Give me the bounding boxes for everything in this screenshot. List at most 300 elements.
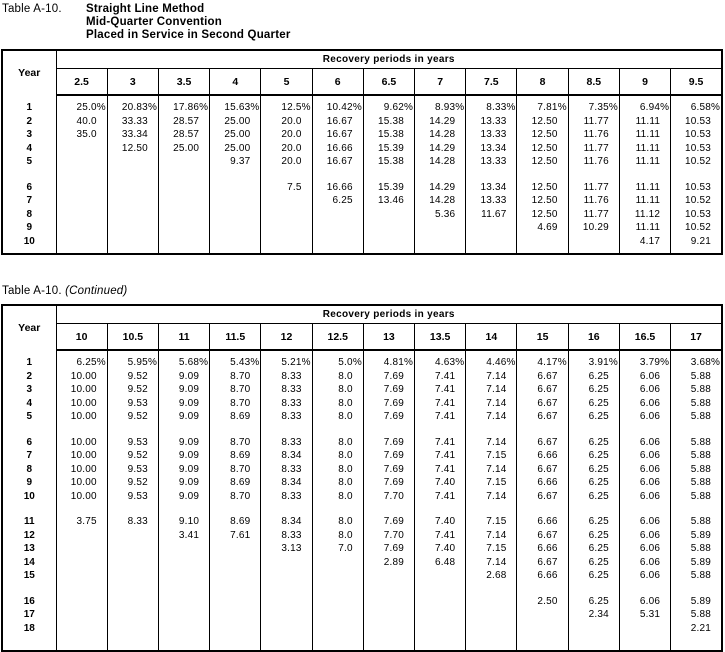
recovery-period-column-header: 11 bbox=[158, 324, 209, 351]
year-cell bbox=[2, 169, 56, 181]
rate-cell: 6.06 bbox=[619, 397, 670, 411]
rate-cell bbox=[107, 221, 158, 235]
recovery-periods-header: Recovery periods in years bbox=[56, 305, 722, 324]
rate-cell bbox=[363, 608, 414, 622]
rate-cell: 8.70 bbox=[210, 370, 261, 384]
rate-cell bbox=[671, 248, 722, 254]
rate-cell bbox=[210, 503, 261, 515]
rate-cell: 5.88 bbox=[671, 542, 722, 556]
rate-cell: 14.29 bbox=[415, 142, 466, 156]
table-row bbox=[2, 515, 722, 529]
year-cell bbox=[2, 424, 56, 436]
rate-cell: 4.69 bbox=[517, 221, 568, 235]
rate-cell: 15.39 bbox=[363, 142, 414, 156]
rate-cell bbox=[56, 595, 107, 609]
rate-cell: 8.69 bbox=[210, 476, 261, 490]
rate-cell: 8.33 bbox=[261, 397, 312, 411]
year-cell: 18 bbox=[2, 622, 56, 636]
table-row bbox=[2, 476, 722, 490]
rate-cell: 5.88 bbox=[671, 608, 722, 622]
year-column-header: Year bbox=[2, 50, 56, 95]
rate-cell: 17.86% bbox=[158, 95, 209, 115]
rate-cell bbox=[210, 622, 261, 636]
rate-cell: 9.52 bbox=[107, 383, 158, 397]
rate-cell: 6.06 bbox=[619, 410, 670, 424]
rate-cell: 15.38 bbox=[363, 115, 414, 129]
rate-cell: 12.50 bbox=[517, 115, 568, 129]
rate-cell bbox=[261, 424, 312, 436]
year-cell: 8 bbox=[2, 208, 56, 222]
rate-cell: 8.70 bbox=[210, 383, 261, 397]
rate-cell bbox=[210, 235, 261, 249]
rate-cell bbox=[568, 424, 619, 436]
header-row-group bbox=[2, 305, 722, 324]
rate-cell bbox=[517, 503, 568, 515]
rate-cell bbox=[517, 235, 568, 249]
rate-cell bbox=[56, 208, 107, 222]
rate-cell bbox=[107, 208, 158, 222]
rate-cell bbox=[107, 503, 158, 515]
rate-cell bbox=[312, 169, 363, 181]
header-row-columns bbox=[2, 69, 722, 96]
rate-cell: 6.06 bbox=[619, 370, 670, 384]
rate-cell bbox=[56, 142, 107, 156]
recovery-period-column-header: 13.5 bbox=[415, 324, 466, 351]
table-row bbox=[2, 155, 722, 169]
recovery-period-column-header: 6.5 bbox=[363, 69, 414, 96]
recovery-period-column-header: 11.5 bbox=[210, 324, 261, 351]
table-row bbox=[2, 142, 722, 156]
rate-cell: 11.76 bbox=[568, 128, 619, 142]
rate-cell: 28.57 bbox=[158, 115, 209, 129]
rate-cell bbox=[158, 569, 209, 583]
rate-cell: 11.11 bbox=[619, 128, 670, 142]
rate-cell: 6.67 bbox=[517, 529, 568, 543]
rate-cell: 7.14 bbox=[466, 490, 517, 504]
rate-cell: 7.15 bbox=[466, 515, 517, 529]
rate-cell: 8.33 bbox=[261, 436, 312, 450]
year-cell: 2 bbox=[2, 370, 56, 384]
rate-cell: 33.33 bbox=[107, 115, 158, 129]
table-row bbox=[2, 436, 722, 450]
rate-cell bbox=[56, 635, 107, 651]
group-gap-row bbox=[2, 503, 722, 515]
rate-cell: 16.67 bbox=[312, 115, 363, 129]
rate-cell: 13.33 bbox=[466, 128, 517, 142]
rate-cell bbox=[415, 583, 466, 595]
rate-cell: 10.53 bbox=[671, 181, 722, 195]
table-row bbox=[2, 350, 722, 370]
rate-cell bbox=[56, 169, 107, 181]
rate-cell bbox=[261, 622, 312, 636]
rate-cell bbox=[56, 622, 107, 636]
recovery-period-column-header: 4 bbox=[210, 69, 261, 96]
rate-cell: 7.14 bbox=[466, 383, 517, 397]
rate-cell: 8.69 bbox=[210, 449, 261, 463]
rate-cell: 10.00 bbox=[56, 476, 107, 490]
table-row bbox=[2, 569, 722, 583]
rate-cell bbox=[158, 542, 209, 556]
rate-cell bbox=[363, 635, 414, 651]
rate-cell: 6.25 bbox=[312, 194, 363, 208]
year-cell: 10 bbox=[2, 490, 56, 504]
rate-cell bbox=[619, 424, 670, 436]
rate-cell: 25.0% bbox=[56, 95, 107, 115]
rate-cell bbox=[568, 622, 619, 636]
rate-cell: 5.43% bbox=[210, 350, 261, 370]
rate-cell bbox=[619, 169, 670, 181]
rate-cell: 5.88 bbox=[671, 490, 722, 504]
rate-cell bbox=[363, 622, 414, 636]
rate-cell bbox=[56, 556, 107, 570]
rate-cell: 14.28 bbox=[415, 194, 466, 208]
rate-cell: 8.0 bbox=[312, 436, 363, 450]
year-cell: 6 bbox=[2, 181, 56, 195]
rate-cell bbox=[210, 595, 261, 609]
rate-cell bbox=[56, 608, 107, 622]
rate-cell: 35.0 bbox=[56, 128, 107, 142]
rate-cell: 8.70 bbox=[210, 436, 261, 450]
group-gap-row bbox=[2, 169, 722, 181]
rate-cell bbox=[312, 595, 363, 609]
rate-cell: 12.50 bbox=[517, 181, 568, 195]
rate-cell: 2.34 bbox=[568, 608, 619, 622]
rate-cell: 6.66 bbox=[517, 569, 568, 583]
rate-cell: 7.14 bbox=[466, 410, 517, 424]
rate-cell bbox=[466, 583, 517, 595]
rate-cell bbox=[107, 583, 158, 595]
rate-cell: 6.67 bbox=[517, 490, 568, 504]
rate-cell bbox=[210, 583, 261, 595]
recovery-period-column-header: 9.5 bbox=[671, 69, 722, 96]
rate-cell bbox=[210, 569, 261, 583]
year-cell: 14 bbox=[2, 556, 56, 570]
rate-cell: 11.77 bbox=[568, 208, 619, 222]
year-cell bbox=[2, 635, 56, 651]
rate-cell bbox=[158, 181, 209, 195]
rate-cell: 7.69 bbox=[363, 370, 414, 384]
recovery-period-column-header: 7 bbox=[415, 69, 466, 96]
rate-cell: 6.25 bbox=[568, 397, 619, 411]
rate-cell bbox=[671, 583, 722, 595]
rate-cell: 9.09 bbox=[158, 463, 209, 477]
rate-cell bbox=[158, 608, 209, 622]
rate-cell: 7.61 bbox=[210, 529, 261, 543]
rate-cell bbox=[415, 503, 466, 515]
rate-cell: 9.53 bbox=[107, 490, 158, 504]
rate-cell: 5.88 bbox=[671, 463, 722, 477]
rate-cell: 5.88 bbox=[671, 397, 722, 411]
rate-cell bbox=[261, 583, 312, 595]
rate-cell bbox=[107, 542, 158, 556]
rate-cell bbox=[56, 583, 107, 595]
rate-cell bbox=[619, 503, 670, 515]
rate-cell: 15.39 bbox=[363, 181, 414, 195]
rate-cell bbox=[466, 595, 517, 609]
rate-cell: 8.70 bbox=[210, 463, 261, 477]
rate-cell: 6.58% bbox=[671, 95, 722, 115]
group-gap-row bbox=[2, 583, 722, 595]
rate-cell bbox=[568, 248, 619, 254]
rate-cell: 8.0 bbox=[312, 370, 363, 384]
year-cell: 7 bbox=[2, 449, 56, 463]
table-row bbox=[2, 115, 722, 129]
rate-cell bbox=[671, 424, 722, 436]
year-cell: 11 bbox=[2, 515, 56, 529]
table-row bbox=[2, 208, 722, 222]
rate-cell: 10.53 bbox=[671, 142, 722, 156]
rate-cell: 6.25 bbox=[568, 595, 619, 609]
year-cell: 16 bbox=[2, 595, 56, 609]
rate-cell: 11.77 bbox=[568, 181, 619, 195]
rate-cell: 9.53 bbox=[107, 397, 158, 411]
rate-cell: 7.69 bbox=[363, 463, 414, 477]
recovery-period-column-header: 9 bbox=[619, 69, 670, 96]
table-row bbox=[2, 128, 722, 142]
rate-cell bbox=[568, 169, 619, 181]
rate-cell: 5.88 bbox=[671, 383, 722, 397]
rate-cell: 25.00 bbox=[158, 142, 209, 156]
year-cell: 6 bbox=[2, 436, 56, 450]
rate-cell: 8.69 bbox=[210, 410, 261, 424]
rate-cell: 14.29 bbox=[415, 181, 466, 195]
rate-cell bbox=[261, 169, 312, 181]
rate-cell bbox=[363, 569, 414, 583]
rate-cell: 7.41 bbox=[415, 436, 466, 450]
rate-cell bbox=[56, 248, 107, 254]
rate-cell bbox=[158, 635, 209, 651]
table-row bbox=[2, 622, 722, 636]
rate-cell: 9.09 bbox=[158, 476, 209, 490]
recovery-period-column-header: 10 bbox=[56, 324, 107, 351]
rate-cell: 6.06 bbox=[619, 436, 670, 450]
rate-cell: 5.31 bbox=[619, 608, 670, 622]
rate-cell: 13.34 bbox=[466, 142, 517, 156]
rate-cell: 5.0% bbox=[312, 350, 363, 370]
group-gap-row bbox=[2, 424, 722, 436]
rate-cell: 5.88 bbox=[671, 410, 722, 424]
rate-cell: 16.67 bbox=[312, 128, 363, 142]
rate-cell: 25.00 bbox=[210, 128, 261, 142]
rate-cell bbox=[210, 181, 261, 195]
table-row bbox=[2, 490, 722, 504]
rate-cell bbox=[312, 424, 363, 436]
rate-cell bbox=[517, 635, 568, 651]
recovery-period-column-header: 12.5 bbox=[312, 324, 363, 351]
rate-cell: 25.00 bbox=[210, 142, 261, 156]
rate-cell bbox=[517, 622, 568, 636]
rate-cell: 5.88 bbox=[671, 370, 722, 384]
rate-cell: 11.76 bbox=[568, 194, 619, 208]
rate-cell: 11.11 bbox=[619, 221, 670, 235]
year-cell: 3 bbox=[2, 128, 56, 142]
rate-cell: 2.21 bbox=[671, 622, 722, 636]
rate-cell: 6.66 bbox=[517, 542, 568, 556]
rate-cell bbox=[415, 608, 466, 622]
rate-cell: 11.11 bbox=[619, 142, 670, 156]
rate-cell: 9.09 bbox=[158, 490, 209, 504]
table-title-block bbox=[2, 3, 725, 42]
table-row bbox=[2, 595, 722, 609]
rate-cell bbox=[56, 194, 107, 208]
rate-cell bbox=[466, 235, 517, 249]
rate-cell: 14.29 bbox=[415, 115, 466, 129]
rate-cell: 11.11 bbox=[619, 181, 670, 195]
rate-cell bbox=[210, 424, 261, 436]
year-cell bbox=[2, 583, 56, 595]
rate-cell: 7.69 bbox=[363, 383, 414, 397]
rate-cell bbox=[107, 622, 158, 636]
rate-cell: 6.06 bbox=[619, 490, 670, 504]
rate-cell: 7.35% bbox=[568, 95, 619, 115]
rate-cell: 6.25 bbox=[568, 370, 619, 384]
rate-cell bbox=[363, 169, 414, 181]
rate-cell: 10.52 bbox=[671, 155, 722, 169]
rate-cell: 10.53 bbox=[671, 208, 722, 222]
rate-cell: 12.50 bbox=[517, 155, 568, 169]
recovery-period-column-header: 12 bbox=[261, 324, 312, 351]
rate-cell bbox=[415, 235, 466, 249]
rate-cell: 7.15 bbox=[466, 542, 517, 556]
recovery-period-column-header: 8.5 bbox=[568, 69, 619, 96]
rate-cell: 11.11 bbox=[619, 194, 670, 208]
rate-cell: 10.00 bbox=[56, 436, 107, 450]
rate-cell bbox=[210, 542, 261, 556]
rate-cell bbox=[261, 556, 312, 570]
rate-cell: 6.06 bbox=[619, 383, 670, 397]
rate-cell: 14.28 bbox=[415, 155, 466, 169]
rate-cell: 9.09 bbox=[158, 410, 209, 424]
rate-cell: 9.53 bbox=[107, 436, 158, 450]
rate-cell: 10.29 bbox=[568, 221, 619, 235]
depreciation-table-main bbox=[1, 49, 723, 255]
recovery-period-column-header: 5 bbox=[261, 69, 312, 96]
rate-cell bbox=[56, 181, 107, 195]
rate-cell bbox=[158, 595, 209, 609]
rate-cell: 7.0 bbox=[312, 542, 363, 556]
rate-cell: 10.00 bbox=[56, 410, 107, 424]
table-row bbox=[2, 181, 722, 195]
table-row bbox=[2, 463, 722, 477]
rate-cell: 7.41 bbox=[415, 529, 466, 543]
rate-cell: 8.0 bbox=[312, 383, 363, 397]
bottom-pad-row bbox=[2, 635, 722, 651]
rate-cell: 6.25 bbox=[568, 556, 619, 570]
rate-cell bbox=[261, 595, 312, 609]
rate-cell: 7.69 bbox=[363, 515, 414, 529]
rate-cell: 12.50 bbox=[517, 208, 568, 222]
rate-cell bbox=[56, 221, 107, 235]
recovery-period-column-header: 13 bbox=[363, 324, 414, 351]
rate-cell bbox=[261, 635, 312, 651]
rate-cell bbox=[312, 556, 363, 570]
rate-cell bbox=[107, 194, 158, 208]
rate-cell: 6.06 bbox=[619, 515, 670, 529]
rate-cell: 11.11 bbox=[619, 155, 670, 169]
rate-cell bbox=[568, 635, 619, 651]
rate-cell bbox=[415, 248, 466, 254]
rate-cell: 7.41 bbox=[415, 397, 466, 411]
rate-cell: 6.67 bbox=[517, 556, 568, 570]
table-header bbox=[2, 50, 722, 95]
rate-cell: 10.52 bbox=[671, 194, 722, 208]
table-row bbox=[2, 95, 722, 115]
rate-cell: 7.14 bbox=[466, 436, 517, 450]
rate-cell: 4.46% bbox=[466, 350, 517, 370]
rate-cell bbox=[107, 556, 158, 570]
rate-cell: 10.00 bbox=[56, 397, 107, 411]
rate-cell: 8.33 bbox=[261, 370, 312, 384]
rate-cell: 20.0 bbox=[261, 142, 312, 156]
rate-cell: 5.68% bbox=[158, 350, 209, 370]
year-cell: 7 bbox=[2, 194, 56, 208]
year-cell: 10 bbox=[2, 235, 56, 249]
rate-cell bbox=[568, 235, 619, 249]
rate-cell: 6.06 bbox=[619, 542, 670, 556]
rate-cell bbox=[619, 635, 670, 651]
rate-cell bbox=[415, 169, 466, 181]
rate-cell bbox=[107, 569, 158, 583]
rate-cell: 11.12 bbox=[619, 208, 670, 222]
rate-cell bbox=[210, 248, 261, 254]
recovery-period-column-header: 16 bbox=[568, 324, 619, 351]
header-row-group bbox=[2, 50, 722, 69]
rate-cell bbox=[107, 424, 158, 436]
rate-cell bbox=[158, 424, 209, 436]
table-title-lines bbox=[86, 3, 291, 42]
rate-cell: 4.81% bbox=[363, 350, 414, 370]
rate-cell bbox=[363, 503, 414, 515]
rate-cell: 16.66 bbox=[312, 181, 363, 195]
year-cell bbox=[2, 248, 56, 254]
rate-cell bbox=[466, 221, 517, 235]
recovery-period-column-header: 2.5 bbox=[56, 69, 107, 96]
rate-cell bbox=[107, 608, 158, 622]
rate-cell: 7.69 bbox=[363, 436, 414, 450]
rate-cell: 13.34 bbox=[466, 181, 517, 195]
rate-cell: 8.0 bbox=[312, 515, 363, 529]
rate-cell bbox=[415, 569, 466, 583]
rate-cell bbox=[363, 235, 414, 249]
rate-cell: 7.5 bbox=[261, 181, 312, 195]
year-cell: 12 bbox=[2, 529, 56, 543]
rate-cell: 8.33 bbox=[261, 529, 312, 543]
table-row bbox=[2, 449, 722, 463]
title-line-quarter: Placed in Service in Second Quarter bbox=[86, 29, 291, 41]
rate-cell bbox=[107, 635, 158, 651]
rate-cell bbox=[210, 169, 261, 181]
rate-cell: 11.76 bbox=[568, 155, 619, 169]
rate-cell bbox=[517, 583, 568, 595]
rate-cell bbox=[312, 622, 363, 636]
bottom-pad-row bbox=[2, 248, 722, 254]
table-row bbox=[2, 383, 722, 397]
year-cell: 1 bbox=[2, 350, 56, 370]
rate-cell: 3.68% bbox=[671, 350, 722, 370]
rate-cell: 9.62% bbox=[363, 95, 414, 115]
rate-cell bbox=[466, 622, 517, 636]
rate-cell bbox=[312, 608, 363, 622]
rate-cell bbox=[56, 235, 107, 249]
recovery-periods-header: Recovery periods in years bbox=[56, 50, 722, 69]
rate-cell bbox=[56, 424, 107, 436]
rate-cell bbox=[261, 221, 312, 235]
recovery-period-column-header: 6 bbox=[312, 69, 363, 96]
rate-cell: 6.25 bbox=[568, 515, 619, 529]
rate-cell: 7.41 bbox=[415, 383, 466, 397]
rate-cell: 13.33 bbox=[466, 155, 517, 169]
year-cell: 2 bbox=[2, 115, 56, 129]
